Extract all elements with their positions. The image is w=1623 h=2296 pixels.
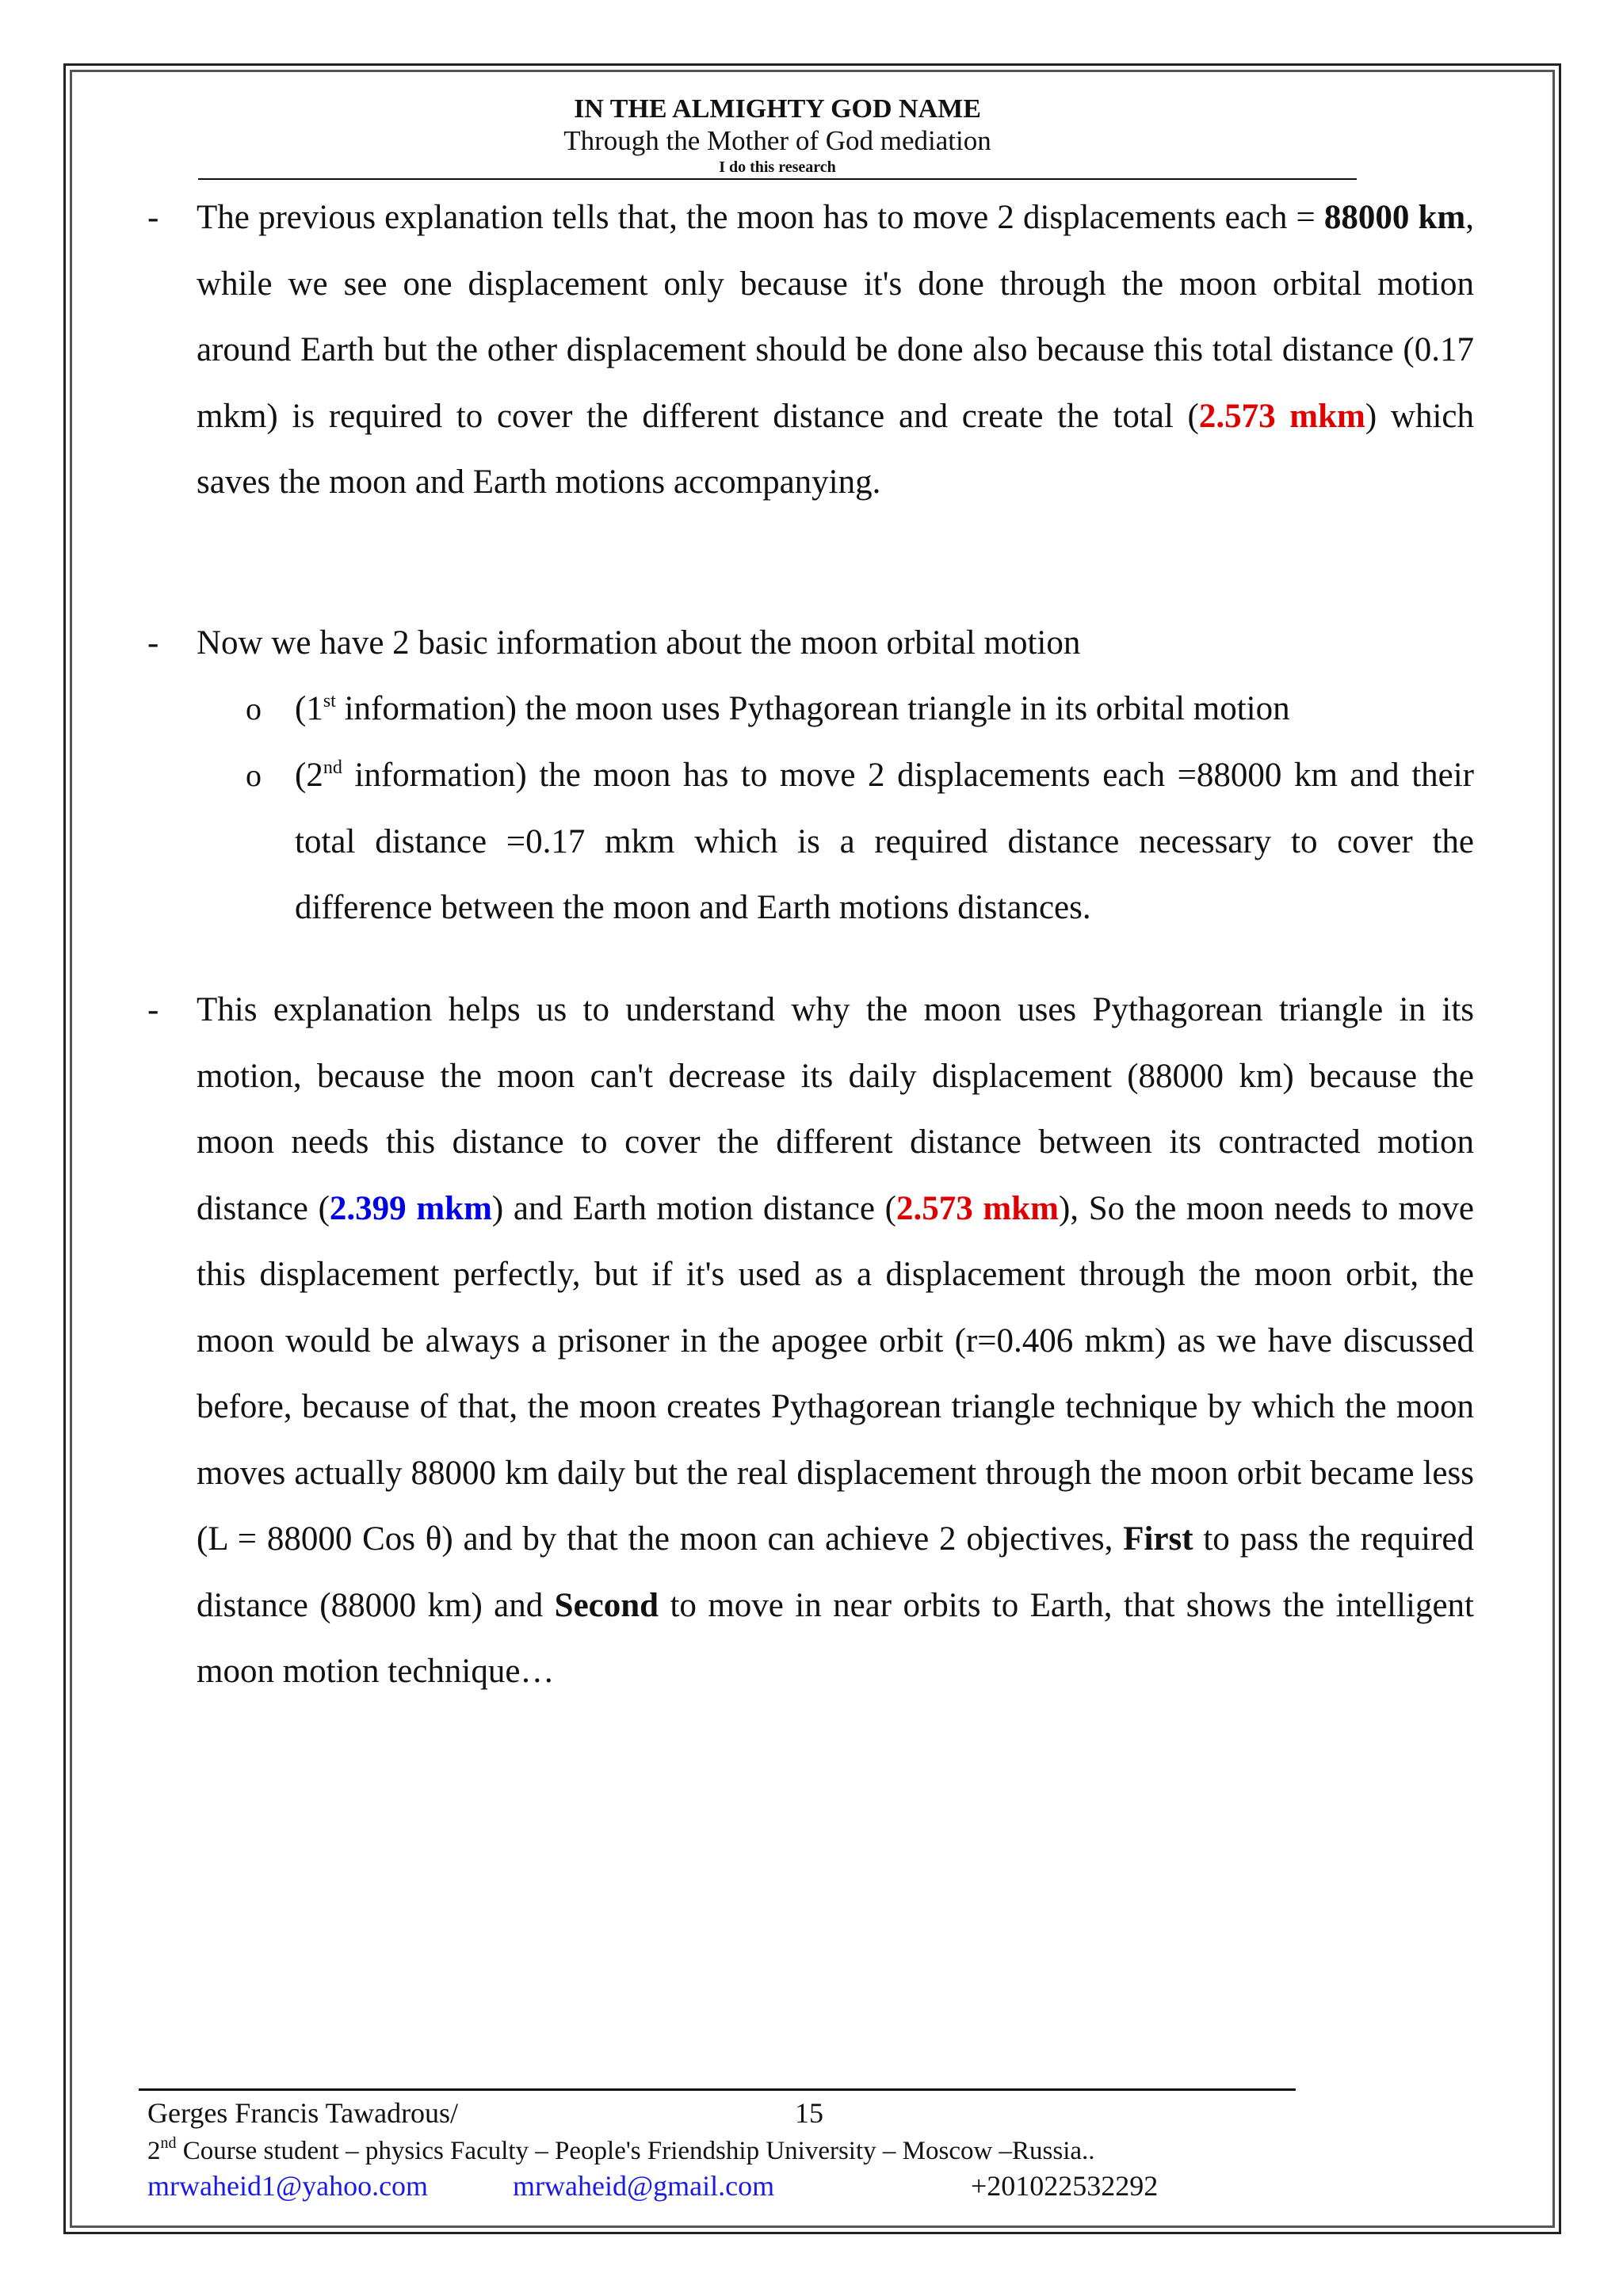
footer-author: Gerges Francis Tawadrous/ [147, 2097, 459, 2129]
footer-affiliation-a: 2 [147, 2137, 161, 2165]
s1-text-a: (1 [295, 690, 323, 727]
s1-text-b: information) the moon uses Pythagorean triangle in its orbital motion [335, 690, 1290, 727]
bullet-dash-3: - [147, 991, 159, 1028]
footer-page-number: 15 [795, 2097, 823, 2129]
sub-bullet-2: o [246, 757, 262, 793]
sub-bullet-1: o [246, 691, 262, 727]
header-note: I do this research [719, 158, 836, 176]
p1-bold-distance: 88000 km [1323, 199, 1466, 236]
p3-bold-first: First [1123, 1520, 1193, 1558]
s2-text-a: (2 [295, 757, 323, 794]
bullet-dash-2: - [147, 624, 159, 662]
footer-email-gmail[interactable]: mrwaheid@gmail.com [513, 2170, 775, 2202]
sub-item-2 [295, 742, 1474, 941]
p1-text-a: The previous explanation tells that, the moon has to move 2 displacements each = [197, 199, 1324, 236]
p3-bold-second: Second [554, 1586, 659, 1624]
page-header [198, 93, 1357, 177]
p1-text-c: , while we see one displacement only because it's done through the moon orbital motion around Earth but the other displacement should be done also because this total distance (0.17 mkm) is required to cover the different distance and create the total ( [197, 199, 1475, 435]
footer-affiliation-sup: nd [160, 2134, 177, 2152]
s2-sup: nd [323, 757, 342, 778]
bullet-dash-1: - [147, 199, 159, 236]
header-rule [198, 178, 1357, 180]
p3-red-value: 2.573 mkm [896, 1189, 1059, 1227]
s1-sup: st [323, 691, 336, 711]
p3-text-c: ) and Earth motion distance ( [491, 1189, 896, 1227]
p3-text-e: ), So the moon needs to move this displacement perfectly, but if it's used as a displacement through the moon orbit, the moon would be always a prisoner in the apogee orbit (r=0.406 mkm) as we have discussed before, because of that, the moon creates Pythagorean triangle technique by which the moon moves actually 88000 km daily but the real displacement through the moon orbit became less (L = 88000 Cos θ) and by that the moon can achieve 2 objectives, [197, 1189, 1474, 1558]
header-subtitle: Through the Mother of God mediation [563, 125, 991, 156]
header-title: IN THE ALMIGHTY GOD NAME [574, 94, 981, 124]
paragraph-1 [197, 185, 1474, 516]
paragraph-2: Now we have 2 basic information about the moon orbital motion [197, 624, 1081, 662]
p3-text-g: to pass the required distance (88000 km) and [197, 1520, 1475, 1624]
footer-affiliation-b: Course student – physics Faculty – People's Friendship University – Moscow –Russia.. [176, 2137, 1095, 2165]
p3-blue-value: 2.399 mkm [329, 1189, 492, 1227]
sub-item-1 [295, 676, 1474, 742]
paragraph-3 [197, 977, 1474, 1705]
footer-email-yahoo[interactable]: mrwaheid1@yahoo.com [147, 2170, 429, 2202]
p3-text-i: to move in near orbits to Earth, that shows the intelligent moon motion technique… [197, 1586, 1475, 1690]
footer-phone: +201022532292 [971, 2170, 1159, 2202]
p3-text-a: This explanation helps us to understand why the moon uses Pythagorean triangle in its motion, because the moon can't decrease its daily displacement (88000 km) because the moon needs this distance to cover the different distance between its contracted motion distance ( [197, 991, 1474, 1227]
s2-text-b: information) the moon has to move 2 displacements each =88000 km and their total distance =0.17 mkm which is a required distance necessary to cover the difference between the moon and Earth motions distances. [295, 757, 1474, 926]
p1-red-value: 2.573 mkm [1198, 397, 1365, 435]
footer-rule [139, 2088, 1296, 2091]
p1-text-e: ) which saves the moon and Earth motions accompanying. [197, 397, 1474, 501]
footer-affiliation [147, 2134, 1095, 2168]
